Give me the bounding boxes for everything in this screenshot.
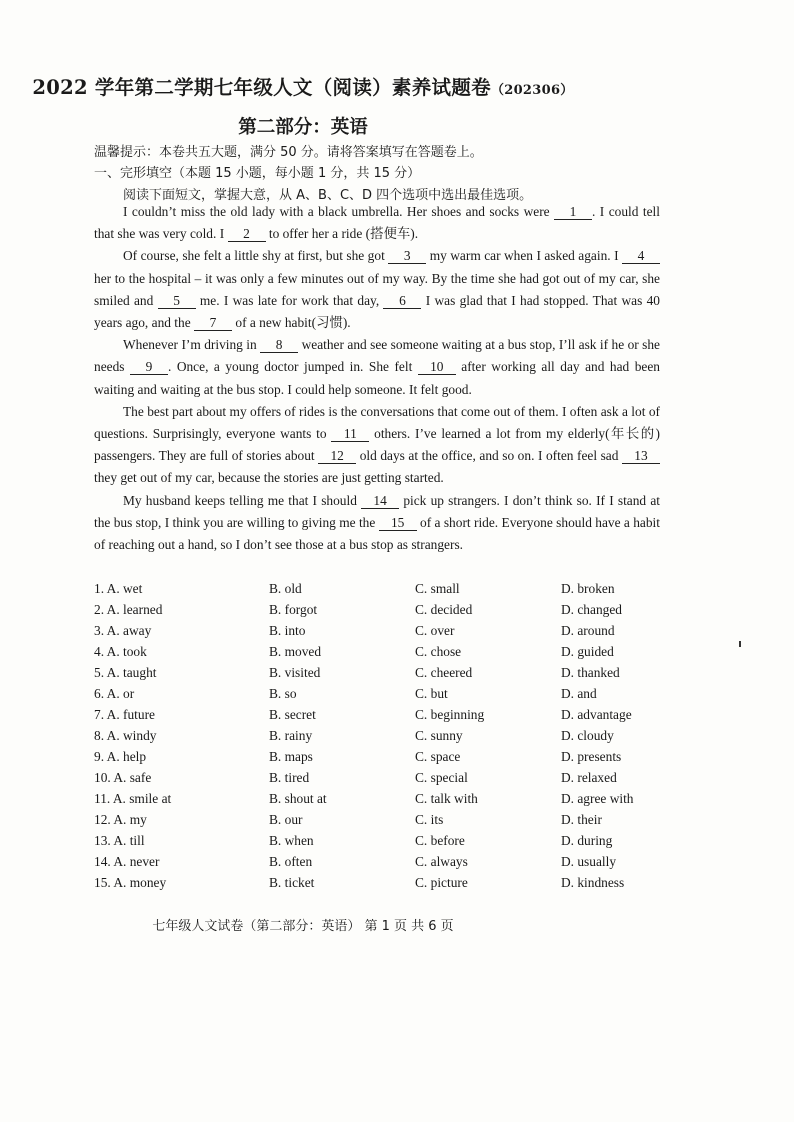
option-row-12: [94, 809, 660, 830]
blank-8: 8: [260, 338, 298, 353]
option-6-d: D. and: [561, 685, 597, 701]
option-13-a: 13. A. till: [94, 832, 145, 848]
passage-text: to offer her a ride (搭便车).: [265, 226, 419, 242]
part-title: 第二部分：英语: [238, 117, 368, 138]
blank-9: 9: [130, 360, 168, 375]
option-1-a: 1. A. wet: [94, 580, 143, 596]
option-9-d: D. presents: [561, 748, 622, 764]
section-instruction: 阅读下面短文，掌握大意，从 A、B、C、D 四个选项中选出最佳选项。: [123, 188, 533, 203]
passage-text: pick up strangers. I don’t think so. If I stand at the bus stop, I think you are willing to giving me the: [94, 492, 660, 530]
passage-text: of a short ride. Everyone should have a habit of reaching out a hand, so I don’t see those at a bus stop as strangers.: [94, 514, 660, 553]
option-6-a: 6. A. or: [94, 685, 135, 701]
exam-title-text: 2022 学年第二学期七年级人文（阅读）素养试题卷: [32, 76, 491, 99]
option-6-b: B. so: [269, 685, 297, 701]
option-11-c: C. talk with: [415, 790, 478, 806]
option-row-10: [94, 767, 660, 788]
option-row-11: [94, 788, 660, 809]
option-10-d: D. relaxed: [561, 769, 617, 785]
passage-paragraph: [94, 401, 660, 490]
passage-paragraph: [94, 334, 660, 401]
option-2-d: D. changed: [561, 601, 622, 617]
passage-text: My husband keeps telling me that I should: [123, 492, 362, 508]
blank-6: 6: [383, 294, 421, 309]
option-12-c: C. its: [415, 811, 444, 827]
option-15-b: B. ticket: [269, 874, 315, 890]
option-5-d: D. thanked: [561, 664, 620, 680]
option-row-14: [94, 851, 660, 872]
options-table: [94, 578, 660, 893]
option-3-b: B. into: [269, 622, 306, 638]
option-2-a: 2. A. learned: [94, 601, 163, 617]
passage-text: Whenever I’m driving in: [123, 337, 261, 353]
option-13-d: D. during: [561, 832, 613, 848]
option-5-a: 5. A. taught: [94, 664, 157, 680]
option-7-a: 7. A. future: [94, 706, 155, 722]
option-row-8: [94, 725, 660, 746]
section-heading: 一、完形填空（本题 15 小题，每小题 1 分，共 15 分）: [94, 166, 421, 181]
option-8-c: C. sunny: [415, 727, 463, 743]
option-4-b: B. moved: [269, 643, 322, 659]
passage-paragraph: [94, 201, 660, 245]
option-row-4: [94, 641, 660, 662]
option-3-a: 3. A. away: [94, 622, 152, 638]
blank-1: 1: [554, 205, 592, 220]
option-10-a: 10. A. safe: [94, 769, 152, 785]
option-row-1: [94, 578, 660, 599]
passage-text: after working all day and had been waiting and waiting at the bus stop. I could help someone. It felt good.: [94, 359, 660, 397]
option-12-b: B. our: [269, 811, 303, 827]
passage-text: weather and see someone waiting at a bus stop, I’ll ask if he or she needs: [94, 337, 661, 375]
option-8-b: B. rainy: [269, 727, 313, 743]
blank-5: 5: [158, 294, 196, 309]
option-4-a: 4. A. took: [94, 643, 147, 659]
page-footer: 七年级人文试卷（第二部分：英语） 第 1 页 共 6 页: [152, 919, 454, 934]
option-row-7: [94, 704, 660, 725]
blank-14: 14: [361, 494, 399, 509]
option-row-9: [94, 746, 660, 767]
option-14-a: 14. A. never: [94, 853, 160, 869]
option-2-c: C. decided: [415, 601, 473, 617]
option-12-d: D. their: [561, 811, 602, 827]
option-4-d: D. guided: [561, 643, 614, 659]
blank-7: 7: [194, 316, 232, 331]
option-14-b: B. often: [269, 853, 313, 869]
passage-text: . I could tell that she was very cold. I: [94, 204, 660, 242]
exam-code: （202306）: [490, 83, 574, 98]
option-8-d: D. cloudy: [561, 727, 614, 743]
option-10-b: B. tired: [269, 769, 310, 785]
option-3-c: C. over: [415, 622, 455, 638]
option-13-c: C. before: [415, 832, 465, 848]
passage-text: I was glad that I had stopped. That was 40 years ago, and the: [94, 292, 660, 331]
blank-3: 3: [388, 249, 426, 264]
passage-text: Of course, she felt a little shy at first, but she got: [123, 248, 389, 264]
option-row-5: [94, 662, 660, 683]
scan-mark: [739, 641, 741, 647]
option-9-c: C. space: [415, 748, 461, 764]
passage-text: her to the hospital – it was only a few minutes out of my way. By the time she had got out of my car, she smiled and: [94, 270, 660, 308]
option-6-c: C. but: [415, 685, 448, 701]
option-9-b: B. maps: [269, 748, 313, 764]
cloze-passage: [94, 201, 660, 556]
option-row-13: [94, 830, 660, 851]
option-15-c: C. picture: [415, 874, 468, 890]
option-11-a: 11. A. smile at: [94, 790, 172, 806]
option-1-b: B. old: [269, 580, 302, 596]
passage-text: they get out of my car, because the stories are just getting started.: [94, 470, 444, 486]
option-2-b: B. forgot: [269, 601, 318, 617]
blank-11: 11: [331, 427, 369, 442]
option-3-d: D. around: [561, 622, 615, 638]
option-11-b: B. shout at: [269, 790, 327, 806]
option-row-3: [94, 620, 660, 641]
option-7-d: D. advantage: [561, 706, 632, 722]
blank-2: 2: [228, 227, 266, 242]
passage-text: of a new habit(习惯).: [232, 315, 351, 331]
passage-text: my warm car when I asked again. I: [426, 248, 622, 264]
option-1-d: D. broken: [561, 580, 615, 596]
option-13-b: B. when: [269, 832, 314, 848]
exam-title: [0, 72, 700, 100]
option-5-c: C. cheered: [415, 664, 473, 680]
passage-paragraph: [94, 245, 660, 334]
option-11-d: D. agree with: [561, 790, 634, 806]
option-row-2: [94, 599, 660, 620]
blank-15: 15: [379, 516, 417, 531]
option-8-a: 8. A. windy: [94, 727, 157, 743]
passage-text: others. I’ve learned a lot from my elderly(年长的) passengers. They are full of stories about: [94, 426, 660, 464]
option-4-c: C. chose: [415, 643, 462, 659]
option-7-b: B. secret: [269, 706, 316, 722]
option-row-15: [94, 872, 660, 893]
passage-text: . Once, a young doctor jumped in. She felt: [167, 359, 418, 375]
passage-text: The best part about my offers of rides is the conversations that come out of them. I often ask a lot of questions. Surprisingly, everyone wants to: [94, 403, 660, 442]
passage-paragraph: [94, 490, 660, 557]
option-14-c: C. always: [415, 853, 468, 869]
passage-text: old days at the office, and so on. I often feel sad: [356, 448, 622, 464]
blank-10: 10: [418, 360, 456, 375]
option-7-c: C. beginning: [415, 706, 485, 722]
passage-text: me. I was late for work that day,: [195, 292, 384, 308]
option-1-c: C. small: [415, 580, 460, 596]
option-12-a: 12. A. my: [94, 811, 147, 827]
reminder-text: 温馨提示：本卷共五大题，满分 50 分。请将答案填写在答题卷上。: [94, 145, 483, 160]
option-10-c: C. special: [415, 769, 468, 785]
passage-text: I couldn’t miss the old lady with a black umbrella. Her shoes and socks were: [123, 204, 555, 219]
option-14-d: D. usually: [561, 853, 617, 869]
option-15-a: 15. A. money: [94, 874, 167, 890]
option-9-a: 9. A. help: [94, 748, 147, 764]
option-row-6: [94, 683, 660, 704]
blank-4: 4: [622, 249, 660, 264]
option-15-d: D. kindness: [561, 874, 625, 890]
blank-12: 12: [318, 449, 356, 464]
blank-13: 13: [622, 449, 660, 464]
option-5-b: B. visited: [269, 664, 321, 680]
